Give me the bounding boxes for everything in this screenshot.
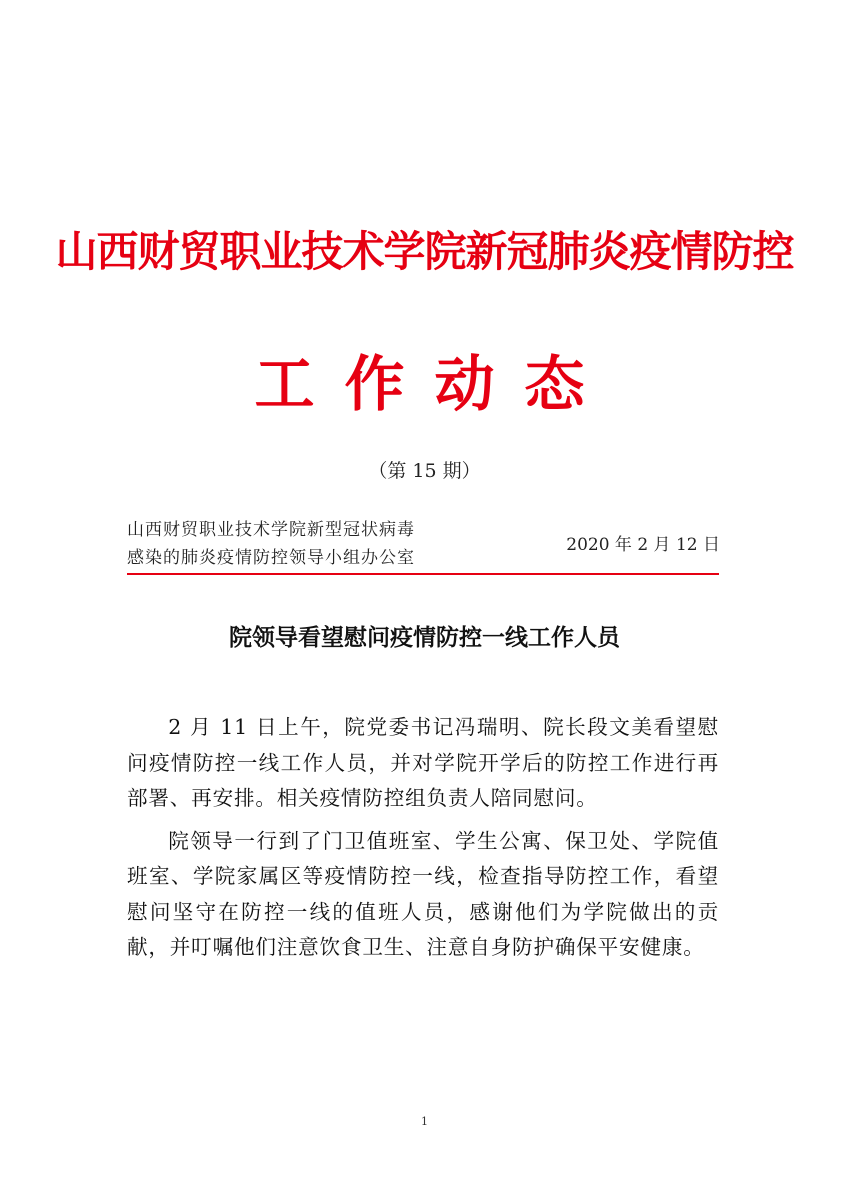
issuer-line-2: 感染的肺炎疫情防控领导小组办公室 — [127, 548, 415, 568]
issuer-line-1: 山西财贸职业技术学院新型冠状病毒 — [127, 520, 415, 540]
header-divider — [127, 573, 719, 575]
issuer-block — [127, 516, 487, 572]
article-paragraph-1: 2 月 11 日上午，院党委书记冯瑞明、院长段文美看望慰问疫情防控一线工作人员，并对学院开学后的防控工作进行再部署、再安排。相关疫情防控组负责人陪同慰问。 — [127, 715, 719, 810]
masthead-title: 山西财贸职业技术学院新冠肺炎疫情防控 — [55, 227, 794, 276]
masthead-subtitle: 工作动态 — [254, 350, 615, 420]
issue-date: 2020 年 2 月 12 日 — [566, 535, 720, 555]
article-body — [127, 710, 719, 973]
issue-number: （第 15 期） — [368, 460, 481, 482]
article-paragraph-2: 院领导一行到了门卫值班室、学生公寓、保卫处、学院值班室、学院家属区等疫情防控一线，检查指导防控工作，看望慰问坚守在防控一线的值班人员，感谢他们为学院做出的贡献，并叮嘱他们注意饮食卫生、注意自身防护确保平安健康。 — [127, 828, 719, 959]
page-number: 1 — [421, 1115, 428, 1128]
article-title: 院领导看望慰问疫情防控一线工作人员 — [229, 624, 620, 651]
